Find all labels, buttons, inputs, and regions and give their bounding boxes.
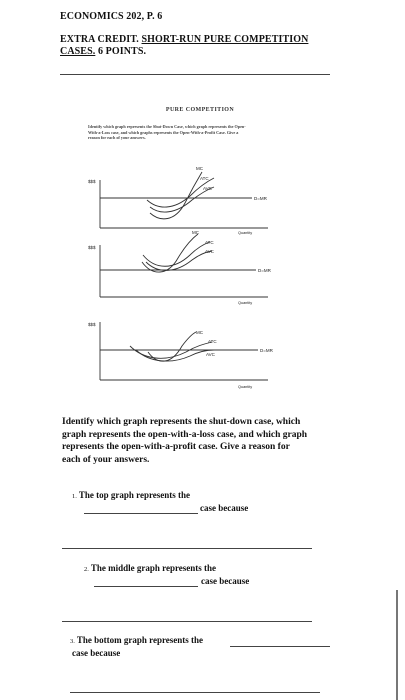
extra-credit-title-2: CASES. [60,46,96,57]
figure-instructions-line-1: Identify which graph represents the Shut-Down Case, which graph represents the Open- [88,124,246,129]
question-line-3: represents the open-with-a-profit case. Give a reason for [62,442,290,452]
graph-middle-avc-curve [146,251,212,270]
extra-credit-prefix: EXTRA CREDIT. [60,34,142,45]
graph-top-x-axis-label: Quantity [238,231,253,235]
figure-instructions-line-3: reason for each of your answers. [88,135,146,140]
item-2-blank-case[interactable] [94,586,198,587]
item-3-text: The bottom graph represents the [76,635,204,645]
graph-middle-atc-label: ATC [205,240,214,245]
graph-top-mc-curve [150,172,202,219]
figure-title: PURE COMPETITION [165,107,235,113]
question-line-1: Identify which graph represents the shut-down case, which [62,417,301,427]
graph-bottom-y-axis-label: $$$ [88,322,96,327]
item-2-prompt [84,563,216,573]
graph-middle-mc-curve [142,234,198,272]
graph-bottom-atc-label: ATC [208,339,217,344]
item-1-blank-case[interactable] [84,513,198,514]
graph-bottom-x-axis-label: Quantity [238,385,253,389]
item-1-text: The top graph represents the [78,490,191,500]
graph-middle-x-axis-label: Quantity [238,301,253,305]
graph-top [100,172,268,228]
graph-middle-demand-label: D=MR [258,268,271,273]
item-3-blank-case[interactable] [230,646,330,647]
extra-credit-title: SHORT-RUN PURE COMPETITION [141,34,309,45]
graph-middle-mc-label: MC [192,230,199,235]
item-1-reason-line[interactable] [62,548,312,549]
question-line-2: graph represents the open-with-a-loss case, and which graph [62,429,308,440]
item-2-reason-line[interactable] [62,621,312,622]
graph-middle [100,234,268,297]
course-header: ECONOMICS 202, P. 6 [60,11,163,22]
item-1-prompt [72,490,190,500]
graph-top-atc-label: ATC [200,176,209,181]
graph-middle-avc-label: AVC [205,249,214,254]
item-1-number: 1. [72,493,77,500]
item-2-text: The middle graph represents the [90,563,217,573]
question-line-4: each of your answers. [62,454,150,465]
item-3-number: 3. [70,638,75,645]
graph-middle-atc-curve [143,242,210,266]
item-2-text-2: case because [201,576,250,586]
points-label: 6 POINTS. [95,46,147,57]
graph-bottom-avc-label: AVC [206,352,215,357]
item-2-number: 2. [84,566,89,573]
graph-top-avc-label: AVC [203,186,212,191]
graph-bottom [100,322,268,380]
figure-instructions-line-2: With-a-Loss case, and which graphs represents the Open-With-a-Profit Case. Give a [88,129,239,135]
item-3-reason-line[interactable] [70,692,320,693]
graph-top-y-axis-label: $$$ [88,179,96,184]
graph-middle-y-axis-label: $$$ [88,245,96,250]
graph-bottom-demand-label: D=MR [260,348,273,353]
item-3-prompt [70,635,203,645]
scan-edge-line [396,590,398,700]
question-prompt [62,416,352,466]
graph-top-mc-label: MC [196,166,203,171]
item-1-text-2: case because [200,503,249,513]
item-3-text-2: case because [72,648,121,658]
graph-bottom-mc-label: MC [196,330,203,335]
graph-top-atc-curve [147,178,214,207]
graph-top-demand-label: D=MR [254,196,267,201]
